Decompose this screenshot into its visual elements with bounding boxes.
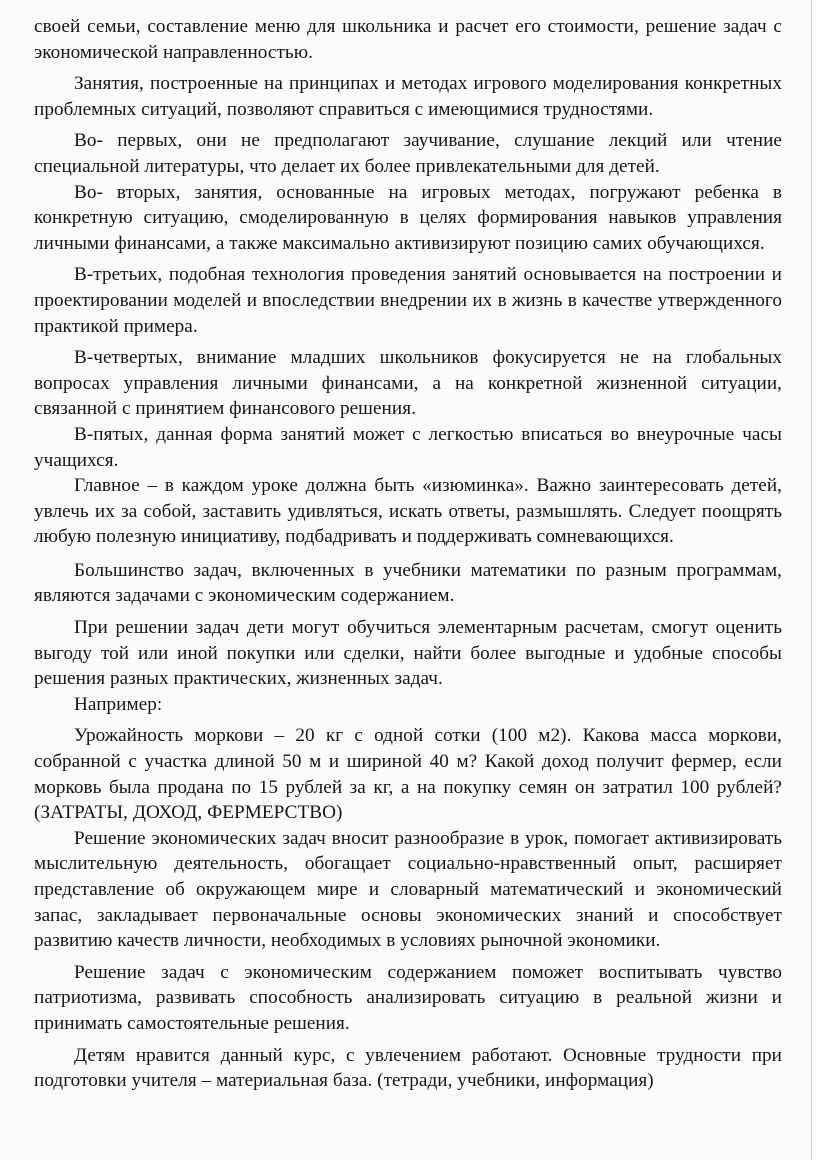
paragraph-fifthly: В-пятых, данная форма занятий может с легкостью вписаться во внеурочные часы учащихся. xyxy=(34,423,782,471)
paragraph-conclusion: Детям нравится данный курс, с увлечением работают. Основные трудности при подготовки учителя – материальная база. (тетради, учебники, информация) xyxy=(34,1044,782,1092)
paragraph-economic-tasks-benefits: Решение экономических задач вносит разнообразие в урок, помогает активизировать мыслительную деятельность, обогащает социально-нравственный опыт, расширяет представление об окружающем мире и словарный математический и экономический запас, закладывает первоначальные основы экономических знаний и способствует развитию качеств личности, необходимых в условиях рыночной экономики. xyxy=(34,827,782,952)
paragraph-game-modeling: Занятия, построенные на принципах и методах игрового моделирования конкретных проблемных ситуаций, позволяют справиться с имеющимися трудностями. xyxy=(34,73,782,120)
paragraph-thirdly: В-третьих, подобная технология проведения занятий основывается на построении и проектировании моделей и впоследствии внедрении их в жизнь в качестве утвержденного практикой примера. xyxy=(34,264,782,337)
paragraph-firstly: Во- первых, они не предполагают заучивание, слушание лекций или чтение специальной литературы, что делает их более привлекательными для детей. xyxy=(34,130,782,177)
paragraph-example-label: Например: xyxy=(74,693,163,715)
paragraph-continuation: своей семьи, составление меню для школьника и расчет его стоимости, решение задач с экономической направленностью. xyxy=(34,16,782,63)
paragraph-textbook-tasks: Большинство задач, включенных в учебники математики по разным программам, являются задачами с экономическим содержанием. xyxy=(34,559,782,607)
paragraph-patriotism: Решение задач с экономическим содержанием поможет воспитывать чувство патриотизма, развивать способность анализировать ситуацию в реальной жизни и принимать самостоятельные решения. xyxy=(34,961,782,1034)
paragraph-calculations: При решении задач дети могут обучиться элементарным расчетам, смогут оценить выгоду той или иной покупки или сделки, найти более выгодные и удобные способы решения разных практических, жизненных задач. xyxy=(34,617,782,690)
paragraph-main-point: Главное – в каждом уроке должна быть «изюминка». Важно заинтересовать детей, увлечь их за собой, заставить удивляться, искать ответы, размышлять. Следует поощрять любую полезную инициативу, подбадривать и поддерживать сомневающихся. xyxy=(34,475,782,548)
scan-edge-line xyxy=(811,0,812,1160)
paragraph-example-task: Урожайность моркови – 20 кг с одной сотки (100 м2). Какова масса моркови, собранной с участка длиной 50 м и шириной 40 м? Какой доход получит фермер, если морковь была продана по 15 рублей за кг, а на покупку семян он затратил 100 рублей? (ЗАТРАТЫ, ДОХОД, ФЕРМЕРСТВО) xyxy=(34,725,782,824)
paragraph-fourthly: В-четвертых, внимание младших школьников фокусируется не на глобальных вопросах управления личными финансами, а на конкретной жизненной ситуации, связанной с принятием финансового решения. xyxy=(34,347,782,420)
paragraph-secondly: Во- вторых, занятия, основанные на игровых методах, погружают ребенка в конкретную ситуацию, смоделированную в целях формирования навыков управления личными финансами, а также максимально активизируют позицию самих обучающихся. xyxy=(34,181,782,254)
